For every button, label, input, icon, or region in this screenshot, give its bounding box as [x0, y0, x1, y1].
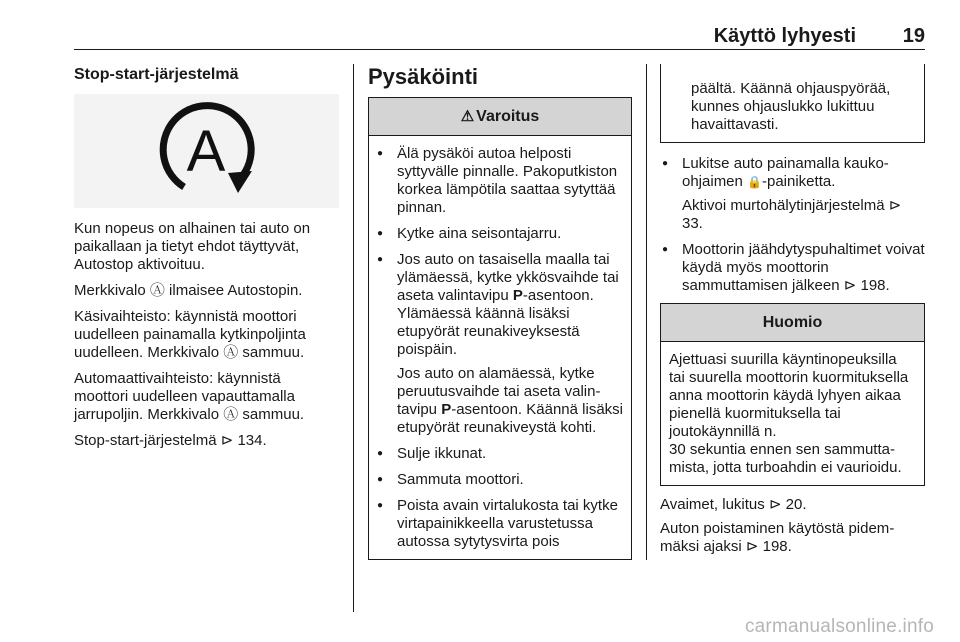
column-parking: [368, 64, 632, 570]
list-item: ● Lukitse auto painamalla kaukoohjaimen 🔒-painiketta. Aktivoi murtohälytinjärjestelmä ⊳ 33.: [660, 155, 925, 233]
warning-item: ● Älä pysäköi autoa helposti syttyvälle pinnalle. Pakoputkiston korkea lämpötila saattaa sytyttää pinnan.: [375, 145, 625, 217]
running-header-title: Käyttö lyhyesti: [713, 25, 856, 47]
illustration-letter: A: [186, 119, 225, 184]
list-item: ● Poista avain virtalukosta tai kytke virtapainikkeella varustetussa autossa sytytysvirta pois: [375, 497, 625, 551]
list-item: ● Sammuta moottori.: [375, 471, 625, 489]
autostop-icon: Ⓐ: [149, 282, 165, 299]
section-title-parking: Pysäköinti: [368, 64, 479, 89]
note-text: 30 sekuntia ennen sen sammuttamista, jotta turboahdin ei vaurioidu.: [669, 441, 902, 476]
page-reference-icon: ⊳: [220, 432, 234, 449]
section-title-stop-start: Stop-start-järjestelmä: [74, 66, 239, 83]
paragraph: Stop-start-järjestelmä ⊳ 134.: [74, 432, 267, 449]
note-text: Ajettuasi suurilla käyntinopeuksilla tai suurella moottorin kuormituksella anna moottorin käydä lyhyen aikaa pienellä kuormituksella tai joutokäynnillä n.: [669, 351, 909, 440]
warning-box: [368, 97, 632, 560]
autostop-indicator-icon: [142, 101, 272, 201]
page-reference-icon: ⊳: [888, 197, 902, 214]
warning-box-continued: [660, 64, 925, 143]
paragraph: Kun nopeus on alhainen tai auto on paikallaan ja tietyt ehdot täyttyvät, Autostop aktivoituu.: [74, 220, 311, 273]
page-reference-icon: ⊳: [745, 538, 759, 555]
column-stop-start: [74, 66, 339, 458]
autostop-icon: Ⓐ: [223, 344, 239, 361]
note-box: [660, 303, 925, 486]
list-item: ● Jos auto on tasaisella maalla tai ylämäessä, kytke ykkösvaihde tai aseta valintavipu P-asentoon. Ylämäessä käännä lisäksi etupyörät reunakiveyksestä poispäin. Jos auto on alamäessä, kytke peruutusvaihde tai aseta valintavipu P-asentoon. Käännä lisäksi etupyörät reunakiveystä kohti.: [375, 251, 625, 437]
header-rule: [74, 49, 925, 50]
note-title: Huomio: [762, 313, 823, 331]
autostop-illustration: [74, 94, 339, 208]
list-item: ● Moottorin jäähdytyspuhaltimet voivat käydä myös moottorin sammuttamisen jälkeen ⊳ 198.: [660, 241, 925, 295]
column-parking-continued: [660, 64, 925, 564]
page-reference-icon: ⊳: [843, 277, 857, 294]
autostop-icon: Ⓐ: [223, 406, 239, 423]
paragraph: Käsivaihteisto: käynnistä moottori uudelleen painamalla kytkinpoljinta uudelleen. Merkkivalo Ⓐ sammuu.: [74, 308, 306, 361]
paragraph: Merkkivalo Ⓐ ilmaisee Autostopin.: [74, 282, 303, 299]
paragraph: Avaimet, lukitus ⊳ 20.: [660, 496, 807, 513]
warning-title: Varoitus: [476, 107, 540, 125]
list-item: ● Sulje ikkunat.: [375, 445, 625, 463]
page-number: 19: [902, 25, 925, 47]
page-reference-icon: ⊳: [768, 496, 782, 513]
list-item: ● Kytke aina seisontajarru.: [375, 225, 625, 243]
warning-continued-text: päältä. Käännä ohjauspyörää, kunnes ohjauslukko lukittuu havaittavasti.: [691, 80, 891, 133]
column-divider-2: [646, 64, 647, 560]
column-divider-1: [353, 64, 354, 612]
paragraph: Auton poistaminen käytöstä pidemmäksi ajaksi ⊳ 198.: [660, 520, 895, 555]
watermark: carmanualsonline.info: [744, 616, 934, 637]
lock-icon: 🔒: [747, 175, 762, 189]
warning-icon: ⚠: [460, 107, 475, 125]
note-header: [661, 304, 924, 342]
paragraph: Automaattivaihteisto: käynnistä moottori uudelleen vapauttamalla jarrupoljin. Merkkivalo Ⓐ sammuu.: [74, 370, 305, 423]
warning-header: [369, 98, 631, 136]
